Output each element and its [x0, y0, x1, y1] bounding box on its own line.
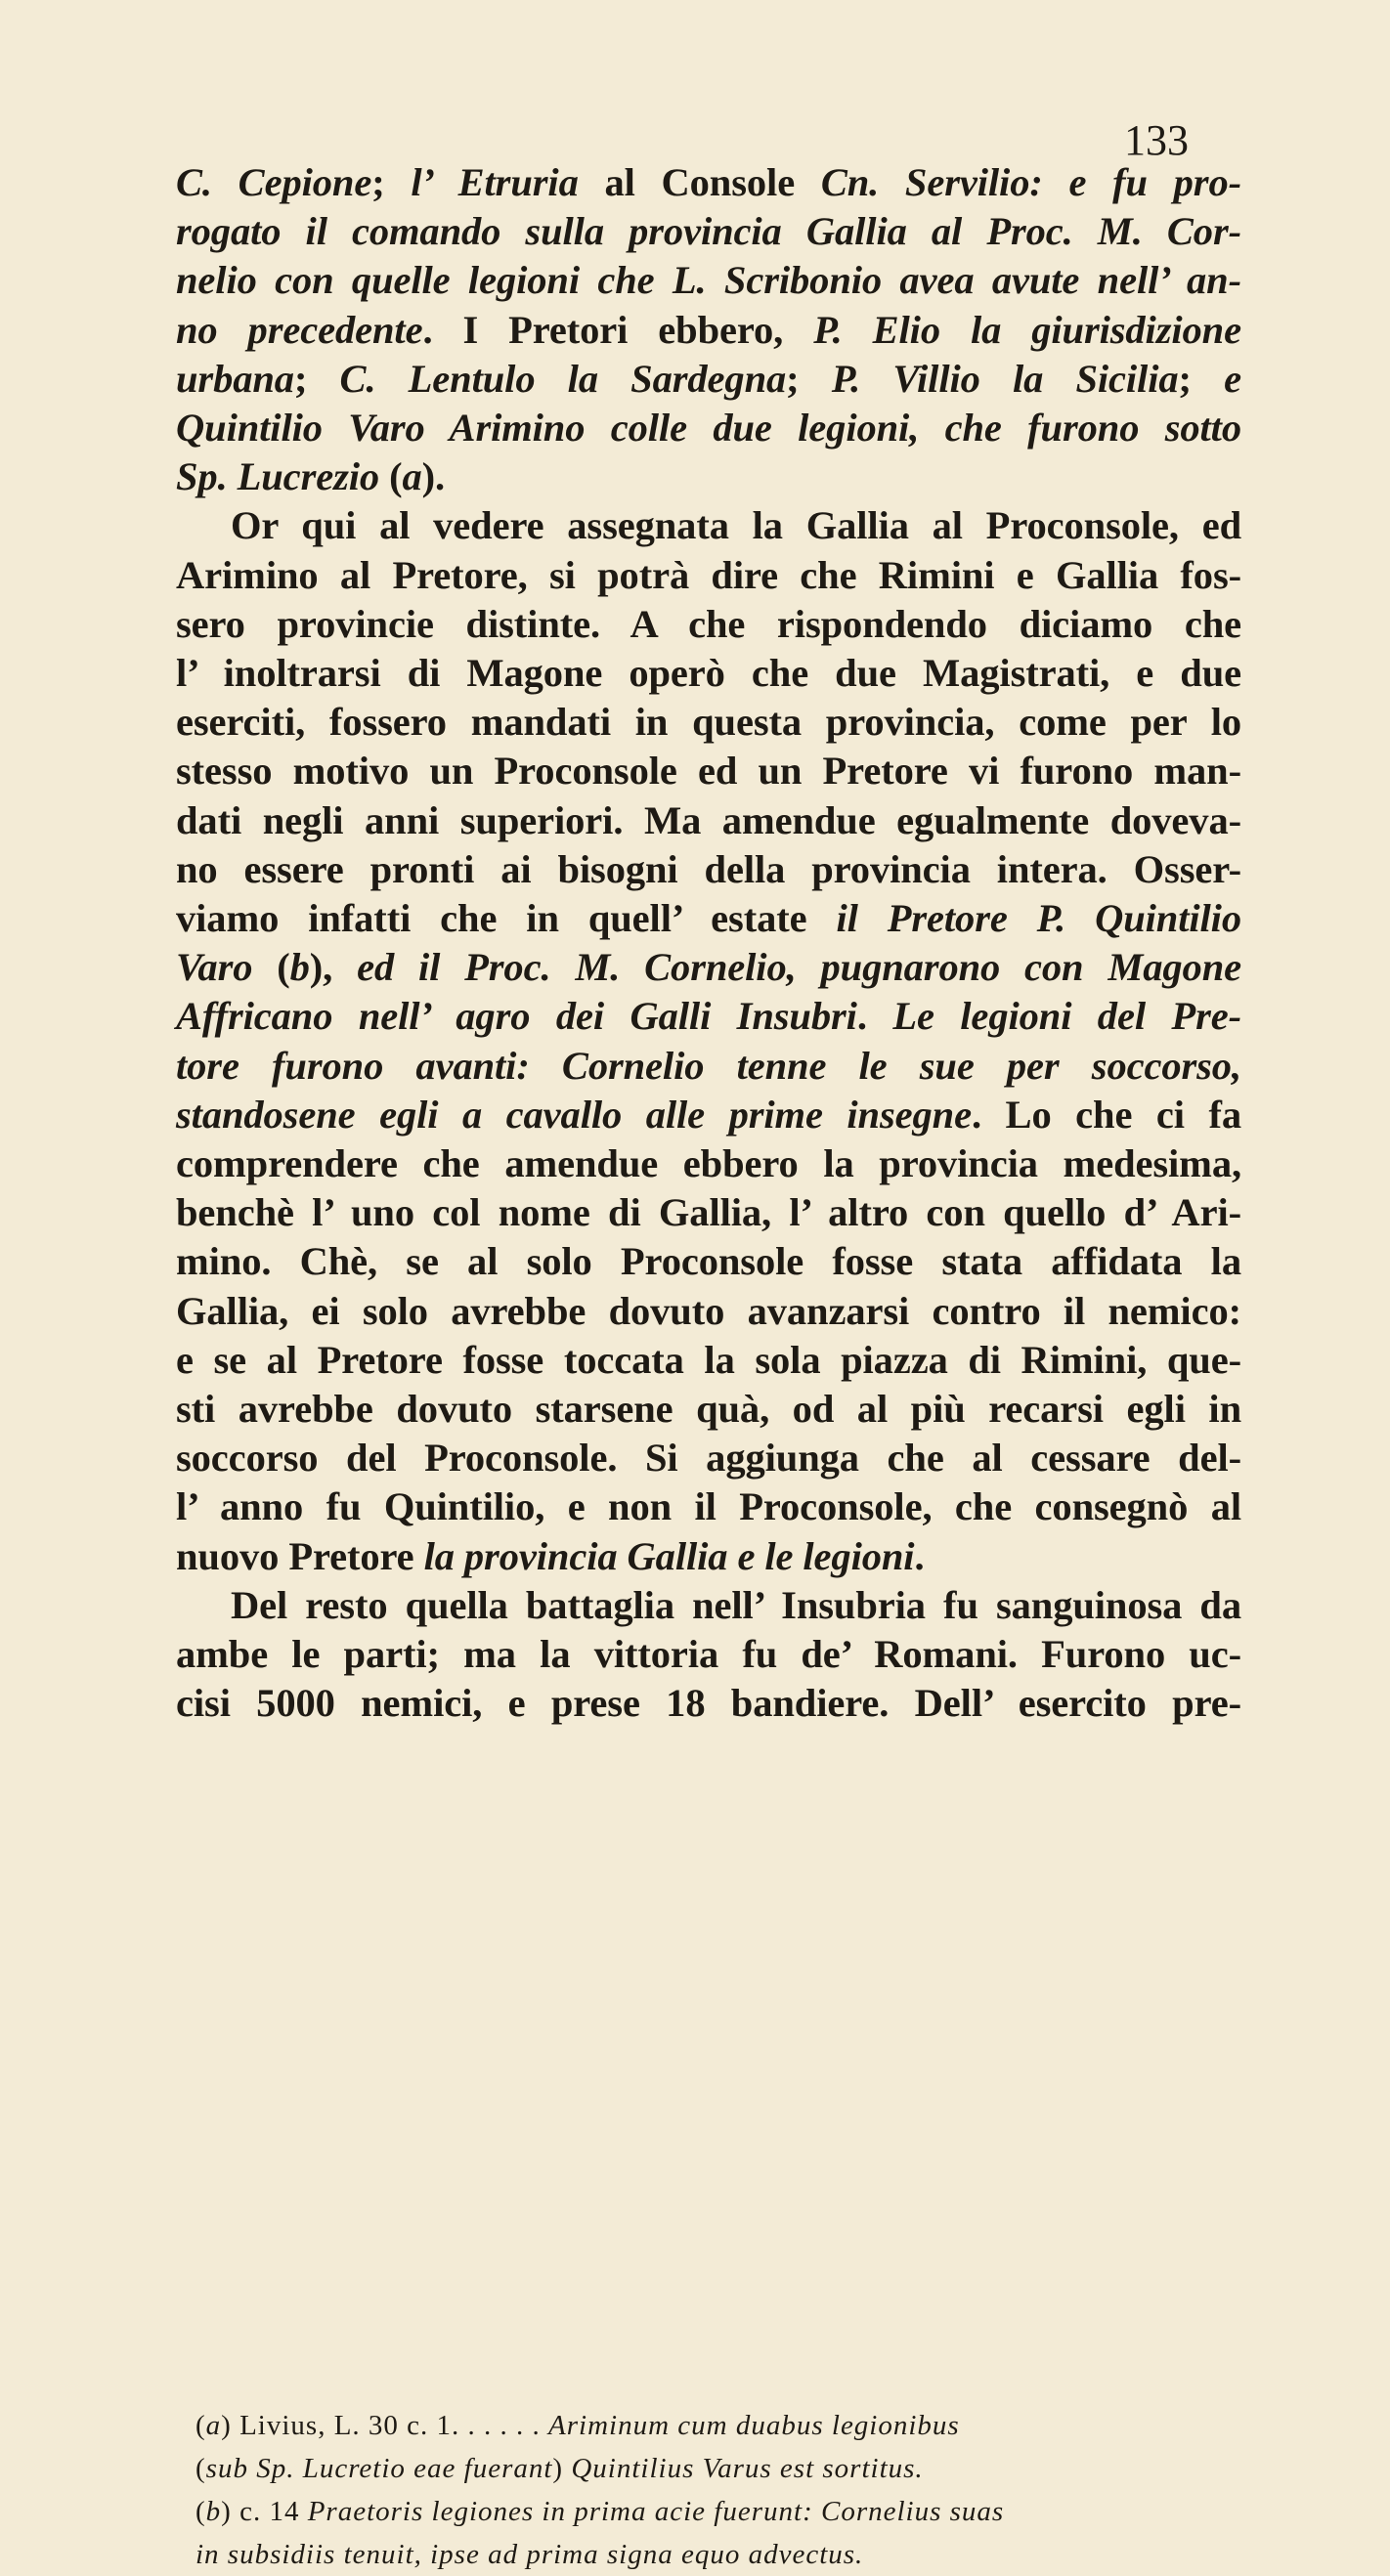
- text-line: [176, 501, 1241, 550]
- text-run: al Console: [578, 160, 821, 204]
- text-line: [176, 355, 1241, 404]
- text-run: comprendere che amendue ebbero la provincia medesima,: [176, 1141, 1241, 1186]
- text-line: [176, 1042, 1241, 1091]
- text-run: Gallia, ei solo avrebbe dovuto avanzarsi contro il nemico:: [176, 1288, 1241, 1333]
- text-line: [176, 551, 1241, 600]
- italic-text: tore furono avanti: Cornelio tenne le sue per soccorso,: [176, 1043, 1241, 1088]
- text-run: sero provincie distinte. A che rispondendo diciamo che: [176, 601, 1241, 646]
- italic-text: a: [205, 2410, 222, 2441]
- text-line: [176, 698, 1241, 747]
- text-run: (: [195, 2496, 206, 2527]
- italic-text: b: [289, 945, 310, 990]
- text-line: [176, 1581, 1241, 1630]
- italic-text: Quintilius Varus est sortitus.: [571, 2453, 924, 2484]
- text-run: (: [277, 945, 290, 990]
- text-line: [176, 1679, 1241, 1728]
- italic-text: C. Lentulo la Sardegna: [339, 356, 787, 401]
- text-line: [176, 1139, 1241, 1188]
- italic-text: in subsidiis tenuit, ipse ad prima signa equo advectus.: [195, 2539, 864, 2570]
- text-line: [176, 404, 1241, 452]
- text-run: .: [856, 994, 893, 1039]
- italic-text: C. Cepione: [176, 160, 372, 204]
- footnote-line: [195, 2490, 1202, 2533]
- text-line: [176, 1385, 1241, 1434]
- text-line: [176, 1237, 1241, 1286]
- text-run: mino. Chè, se al solo Proconsole fosse stata affidata la: [176, 1239, 1241, 1284]
- text-run: benchè l’ uno col nome di Gallia, l’ altro con quello d’ Ari-: [176, 1190, 1241, 1235]
- text-run: nuovo Pretore: [176, 1533, 424, 1578]
- italic-text: l’ Etruria: [411, 160, 579, 204]
- footnote-line: [195, 2447, 1202, 2490]
- text-run: ;: [371, 160, 412, 204]
- text-line: [176, 992, 1241, 1041]
- body-text: [176, 158, 1241, 1729]
- italic-text: Ariminum cum duabus legionibus: [548, 2410, 960, 2441]
- italic-text: Cn. Servilio: e fu pro-: [820, 160, 1241, 204]
- italic-text: Affricano nell’ agro dei Galli Insubri: [176, 994, 857, 1039]
- text-run: (: [195, 2410, 206, 2441]
- text-run: Or qui al vedere assegnata la Gallia al Proconsole, ed: [231, 503, 1241, 548]
- text-run: viamo infatti che in quell’ estate: [176, 896, 837, 941]
- italic-text: urbana: [176, 356, 294, 401]
- italic-text: Sp. Lucrezio: [176, 454, 390, 499]
- text-line: [176, 452, 1241, 501]
- text-line: [176, 747, 1241, 795]
- text-run: no essere pronti ai bisogni della provincia intera. Osser-: [176, 846, 1241, 891]
- text-run: ),: [309, 945, 358, 990]
- italic-text: rogato il comando sulla provincia Gallia al Proc. M. Cor-: [176, 209, 1241, 254]
- text-run: ) c. 14: [221, 2496, 308, 2527]
- text-run: stesso motivo un Proconsole ed un Pretore vi furono man-: [176, 749, 1241, 794]
- footnote-line: [195, 2404, 1202, 2447]
- text-line: [176, 306, 1241, 355]
- text-run: ;: [1178, 356, 1225, 401]
- footnote-line: [195, 2533, 1202, 2576]
- text-line: [176, 845, 1241, 894]
- text-line: [176, 256, 1241, 305]
- italic-text: standosene egli a cavallo alle prime insegne: [176, 1092, 972, 1137]
- text-run: ;: [786, 356, 832, 401]
- italic-text: Praetoris legiones in prima acie fuerunt: Cornelius suas: [307, 2496, 1005, 2527]
- paragraph: [176, 501, 1241, 1580]
- text-run: e se al Pretore fosse toccata la sola piazza di Rimini, que-: [176, 1337, 1241, 1382]
- text-line: [176, 207, 1241, 256]
- text-line: [176, 1287, 1241, 1336]
- text-run: . I Pretori ebbero,: [422, 307, 814, 352]
- text-line: [176, 600, 1241, 649]
- text-line: [176, 1630, 1241, 1679]
- italic-text: P. Elio la giurisdizione: [813, 307, 1241, 352]
- text-run: soccorso del Proconsole. Si aggiunga che al cessare del-: [176, 1436, 1241, 1481]
- text-line: [176, 894, 1241, 943]
- text-run: dati negli anni superiori. Ma amendue egualmente doveva-: [176, 797, 1241, 842]
- italic-text: Varo: [176, 945, 278, 990]
- text-run: (: [195, 2453, 206, 2484]
- italic-text: e: [1224, 356, 1241, 401]
- italic-text: b: [205, 2496, 222, 2527]
- italic-text: a: [402, 454, 422, 499]
- italic-text: no precedente: [176, 307, 423, 352]
- text-run: cisi 5000 nemici, e prese 18 bandiere. Dell’ esercito pre-: [176, 1681, 1241, 1726]
- italic-text: ed il Proc. M. Cornelio, pugnarono con Magone: [357, 945, 1242, 990]
- text-run: l’ anno fu Quintilio, e non il Proconsole, che consegnò al: [176, 1484, 1241, 1529]
- text-line: [176, 1482, 1241, 1531]
- text-line: [176, 158, 1241, 207]
- text-run: ) Livius, L. 30 c. 1. . . . . .: [221, 2410, 549, 2441]
- text-run: ).: [421, 454, 446, 499]
- paragraph: [176, 158, 1241, 501]
- text-line: [176, 1188, 1241, 1237]
- italic-text: il Pretore P. Quintilio: [836, 896, 1241, 941]
- italic-text: sub Sp. Lucretio eae fuerant: [205, 2453, 553, 2484]
- text-line: [176, 1532, 1241, 1581]
- text-run: Arimino al Pretore, si potrà dire che Rimini e Gallia fos-: [176, 552, 1241, 597]
- text-line: [176, 796, 1241, 845]
- text-line: [176, 1434, 1241, 1482]
- italic-text: P. Villio la Sicilia: [831, 356, 1179, 401]
- text-run: ): [552, 2453, 572, 2484]
- text-line: [176, 943, 1241, 992]
- footnotes: [195, 2404, 1202, 2576]
- text-run: Del resto quella battaglia nell’ Insubria fu sanguinosa da: [231, 1582, 1241, 1627]
- text-run: l’ inoltrarsi di Magone operò che due Magistrati, e due: [176, 651, 1241, 696]
- text-run: ;: [293, 356, 340, 401]
- text-line: [176, 1336, 1241, 1385]
- text-run: eserciti, fossero mandati in questa provincia, come per lo: [176, 700, 1241, 745]
- italic-text: nelio con quelle legioni che L. Scribonio avea avute nell’ an-: [176, 258, 1241, 303]
- text-run: . Lo che ci fa: [971, 1092, 1242, 1137]
- text-run: sti avrebbe dovuto starsene quà, od al più recarsi egli in: [176, 1387, 1241, 1432]
- text-run: (: [389, 454, 403, 499]
- text-run: ambe le parti; ma la vittoria fu de’ Romani. Furono uc-: [176, 1632, 1241, 1677]
- italic-text: la provincia Gallia e le legioni: [423, 1533, 915, 1578]
- text-line: [176, 649, 1241, 698]
- paragraph: [176, 1581, 1241, 1729]
- page-number: 133: [1124, 116, 1189, 164]
- italic-text: Le legioni del Pre-: [892, 994, 1241, 1039]
- text-line: [176, 1091, 1241, 1139]
- text-run: .: [914, 1533, 925, 1578]
- italic-text: Quintilio Varo Arimino colle due legioni, che furono sotto: [176, 406, 1241, 451]
